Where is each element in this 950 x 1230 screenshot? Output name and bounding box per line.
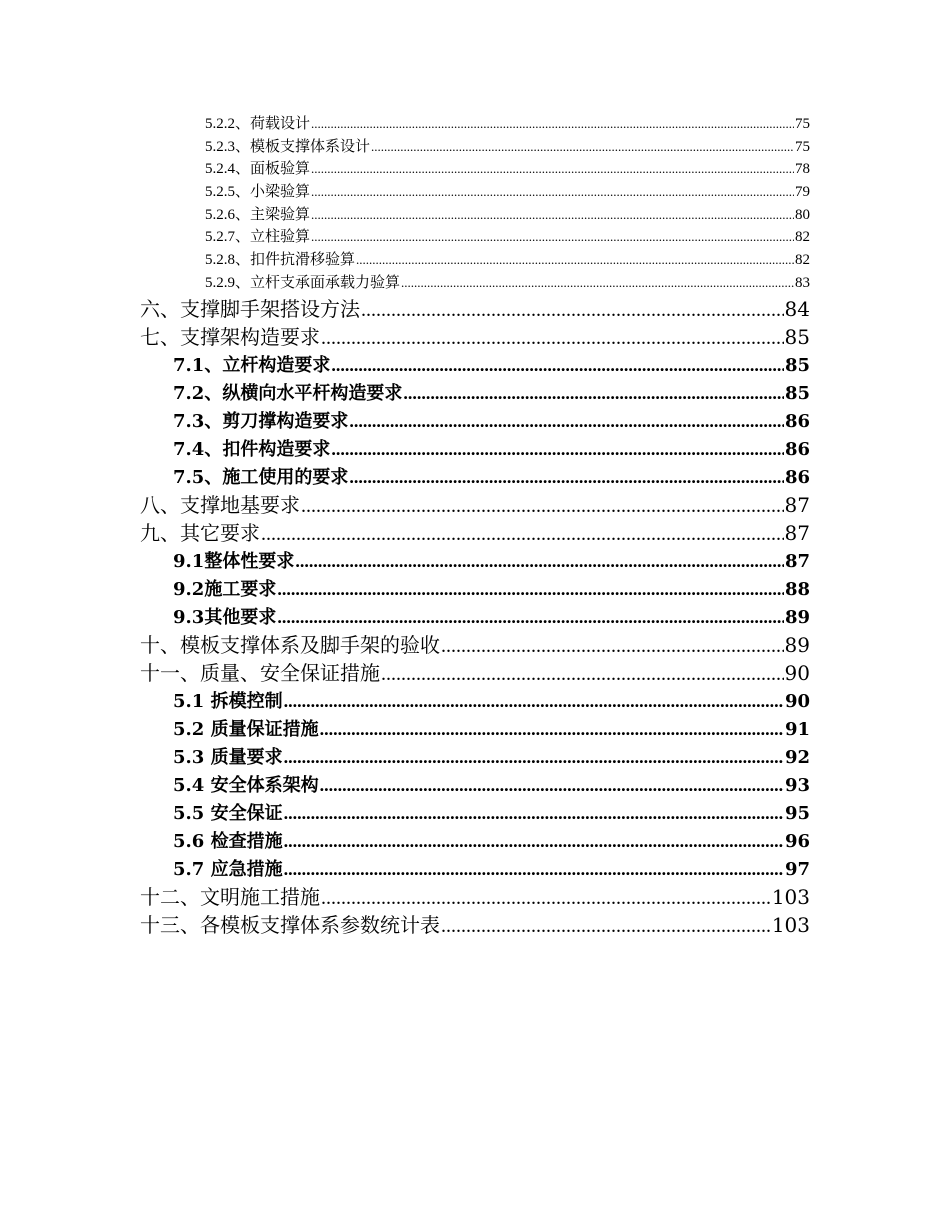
toc-entry[interactable] xyxy=(205,249,810,272)
toc-entry-title: 9.1整体性要求 xyxy=(173,550,295,572)
toc-entry-title: 5.1 拆模控制 xyxy=(173,690,283,712)
toc-entry-title: 十二、文明施工措施 xyxy=(140,884,320,909)
toc-entry-page: 93 xyxy=(784,774,810,796)
toc-leader-dots xyxy=(321,324,784,352)
toc-entry-title: 5.3 质量要求 xyxy=(173,746,283,768)
toc-entry-page: 87 xyxy=(784,520,810,545)
toc-leader-dots xyxy=(284,687,784,715)
toc-leader-dots xyxy=(349,407,784,435)
toc-entry[interactable] xyxy=(140,323,810,351)
toc-entry[interactable] xyxy=(140,659,810,687)
toc-entry-title: 八、支撑地基要求 xyxy=(140,492,300,517)
toc-leader-dots xyxy=(381,660,784,688)
toc-entry[interactable] xyxy=(173,855,810,883)
toc-entry[interactable] xyxy=(173,827,810,855)
toc-leader-dots xyxy=(311,181,794,204)
toc-leader-dots xyxy=(331,435,784,463)
toc-entry-title: 7.1、立杆构造要求 xyxy=(173,354,331,376)
toc-entry-page: 80 xyxy=(795,206,810,223)
toc-entry[interactable] xyxy=(205,113,810,136)
toc-entry-title: 7.3、剪刀撑构造要求 xyxy=(173,410,349,432)
toc-entry-page: 89 xyxy=(784,632,810,657)
toc-entry-page: 88 xyxy=(784,578,810,600)
toc-leader-dots xyxy=(349,463,784,491)
toc-leader-dots xyxy=(321,884,771,912)
toc-leader-dots xyxy=(284,855,784,883)
toc-leader-dots xyxy=(295,547,784,575)
toc-entry-page: 89 xyxy=(784,606,810,628)
toc-entry[interactable] xyxy=(173,743,810,771)
toc-entry-title: 7.4、扣件构造要求 xyxy=(173,438,331,460)
toc-entry[interactable] xyxy=(140,883,810,911)
toc-entry-title: 十、模板支撑体系及脚手架的验收 xyxy=(140,632,440,657)
toc-entry-page: 103 xyxy=(771,912,810,937)
toc-leader-dots xyxy=(320,715,784,743)
toc-entry[interactable] xyxy=(140,295,810,323)
toc-entry-title: 十三、各模板支撑体系参数统计表 xyxy=(140,912,440,937)
toc-entry-page: 75 xyxy=(795,138,810,155)
toc-leader-dots xyxy=(320,771,784,799)
toc-entry-title: 5.2.3、模板支撑体系设计 xyxy=(205,138,371,155)
toc-entry[interactable] xyxy=(173,575,810,603)
toc-entry[interactable] xyxy=(205,226,810,249)
toc-entry-title: 5.2.7、立柱验算 xyxy=(205,229,311,246)
toc-leader-dots xyxy=(441,912,771,940)
toc-leader-dots xyxy=(403,379,784,407)
toc-entry-title: 9.3其他要求 xyxy=(173,606,277,628)
toc-entry-page: 103 xyxy=(771,884,810,909)
toc-entry-page: 79 xyxy=(795,184,810,201)
toc-leader-dots xyxy=(331,351,784,379)
toc-entry-title: 5.6 检查措施 xyxy=(173,830,283,852)
toc-entry-title: 5.4 安全体系架构 xyxy=(173,774,319,796)
toc-entry-page: 96 xyxy=(784,830,810,852)
toc-entry[interactable] xyxy=(173,435,810,463)
toc-leader-dots xyxy=(311,204,794,227)
toc-entry-page: 86 xyxy=(784,438,810,460)
toc-entry-page: 78 xyxy=(795,161,810,178)
toc-entry-title: 7.2、纵横向水平杆构造要求 xyxy=(173,382,403,404)
toc-entry[interactable] xyxy=(173,603,810,631)
toc-entry-page: 83 xyxy=(795,274,810,291)
toc-entry-page: 90 xyxy=(784,690,810,712)
toc-leader-dots xyxy=(301,492,784,520)
toc-entry-page: 86 xyxy=(784,466,810,488)
toc-entry-title: 5.2.9、立杆支承面承载力验算 xyxy=(205,274,401,291)
toc-entry-title: 十一、质量、安全保证措施 xyxy=(140,660,380,685)
toc-entry-title: 5.2.6、主梁验算 xyxy=(205,206,311,223)
toc-entry[interactable] xyxy=(173,379,810,407)
toc-leader-dots xyxy=(371,136,794,159)
toc-leader-dots xyxy=(361,296,784,324)
toc-entry[interactable] xyxy=(205,181,810,204)
toc-leader-dots xyxy=(261,520,784,548)
toc-entry-title: 5.2.2、荷载设计 xyxy=(205,116,311,132)
toc-entry-title: 九、其它要求 xyxy=(140,520,260,545)
toc-leader-dots xyxy=(284,799,784,827)
toc-entry[interactable] xyxy=(140,491,810,519)
toc-entry-title: 5.2.4、面板验算 xyxy=(205,161,311,178)
toc-entry[interactable] xyxy=(140,519,810,547)
toc-entry-page: 85 xyxy=(784,324,810,349)
toc-leader-dots xyxy=(277,603,784,631)
toc-entry[interactable] xyxy=(173,687,810,715)
toc-entry-title: 七、支撑架构造要求 xyxy=(140,324,320,349)
toc-entry-page: 90 xyxy=(784,660,810,685)
toc-entry[interactable] xyxy=(205,272,810,295)
toc-entry-title: 5.2 质量保证措施 xyxy=(173,718,319,740)
toc-entry-page: 92 xyxy=(784,746,810,768)
toc-leader-dots xyxy=(356,249,794,272)
toc-leader-dots xyxy=(311,226,794,249)
toc-entry[interactable] xyxy=(173,799,810,827)
toc-entry[interactable] xyxy=(173,407,810,435)
toc-entry[interactable] xyxy=(140,911,810,939)
toc-leader-dots xyxy=(284,743,784,771)
toc-entry-page: 87 xyxy=(784,550,810,572)
toc-entry-title: 5.7 应急措施 xyxy=(173,858,283,880)
toc-entry[interactable] xyxy=(173,547,810,575)
toc-entry-page: 95 xyxy=(784,802,810,824)
toc-leader-dots xyxy=(441,632,784,660)
toc-entry[interactable] xyxy=(205,136,810,159)
toc-entry[interactable] xyxy=(173,463,810,491)
toc-entry-title: 六、支撑脚手架搭设方法 xyxy=(140,296,360,321)
toc-entry-title: 5.5 安全保证 xyxy=(173,802,283,824)
toc-entry-page: 84 xyxy=(784,296,810,321)
toc-leader-dots xyxy=(401,272,794,295)
toc-entry[interactable] xyxy=(173,771,810,799)
toc-entry[interactable] xyxy=(140,631,810,659)
table-of-contents xyxy=(0,113,950,939)
toc-leader-dots xyxy=(311,113,794,136)
toc-entry-page: 75 xyxy=(795,116,810,132)
toc-leader-dots xyxy=(277,575,784,603)
toc-entry-page: 91 xyxy=(784,718,810,740)
toc-entry[interactable] xyxy=(173,351,810,379)
toc-entry-page: 85 xyxy=(784,354,810,376)
toc-leader-dots xyxy=(284,827,784,855)
toc-entry-page: 82 xyxy=(795,229,810,246)
toc-entry-title: 9.2施工要求 xyxy=(173,578,277,600)
toc-entry-page: 86 xyxy=(784,410,810,432)
toc-leader-dots xyxy=(311,158,794,181)
toc-entry-page: 87 xyxy=(784,492,810,517)
toc-entry-title: 5.2.8、扣件抗滑移验算 xyxy=(205,252,356,269)
toc-entry-page: 85 xyxy=(784,382,810,404)
toc-entry-title: 7.5、施工使用的要求 xyxy=(173,466,349,488)
toc-entry[interactable] xyxy=(173,715,810,743)
toc-entry-page: 97 xyxy=(784,858,810,880)
toc-entry-page: 82 xyxy=(795,252,810,269)
toc-entry[interactable] xyxy=(205,204,810,227)
toc-entry[interactable] xyxy=(205,158,810,181)
toc-entry-title: 5.2.5、小梁验算 xyxy=(205,184,311,201)
